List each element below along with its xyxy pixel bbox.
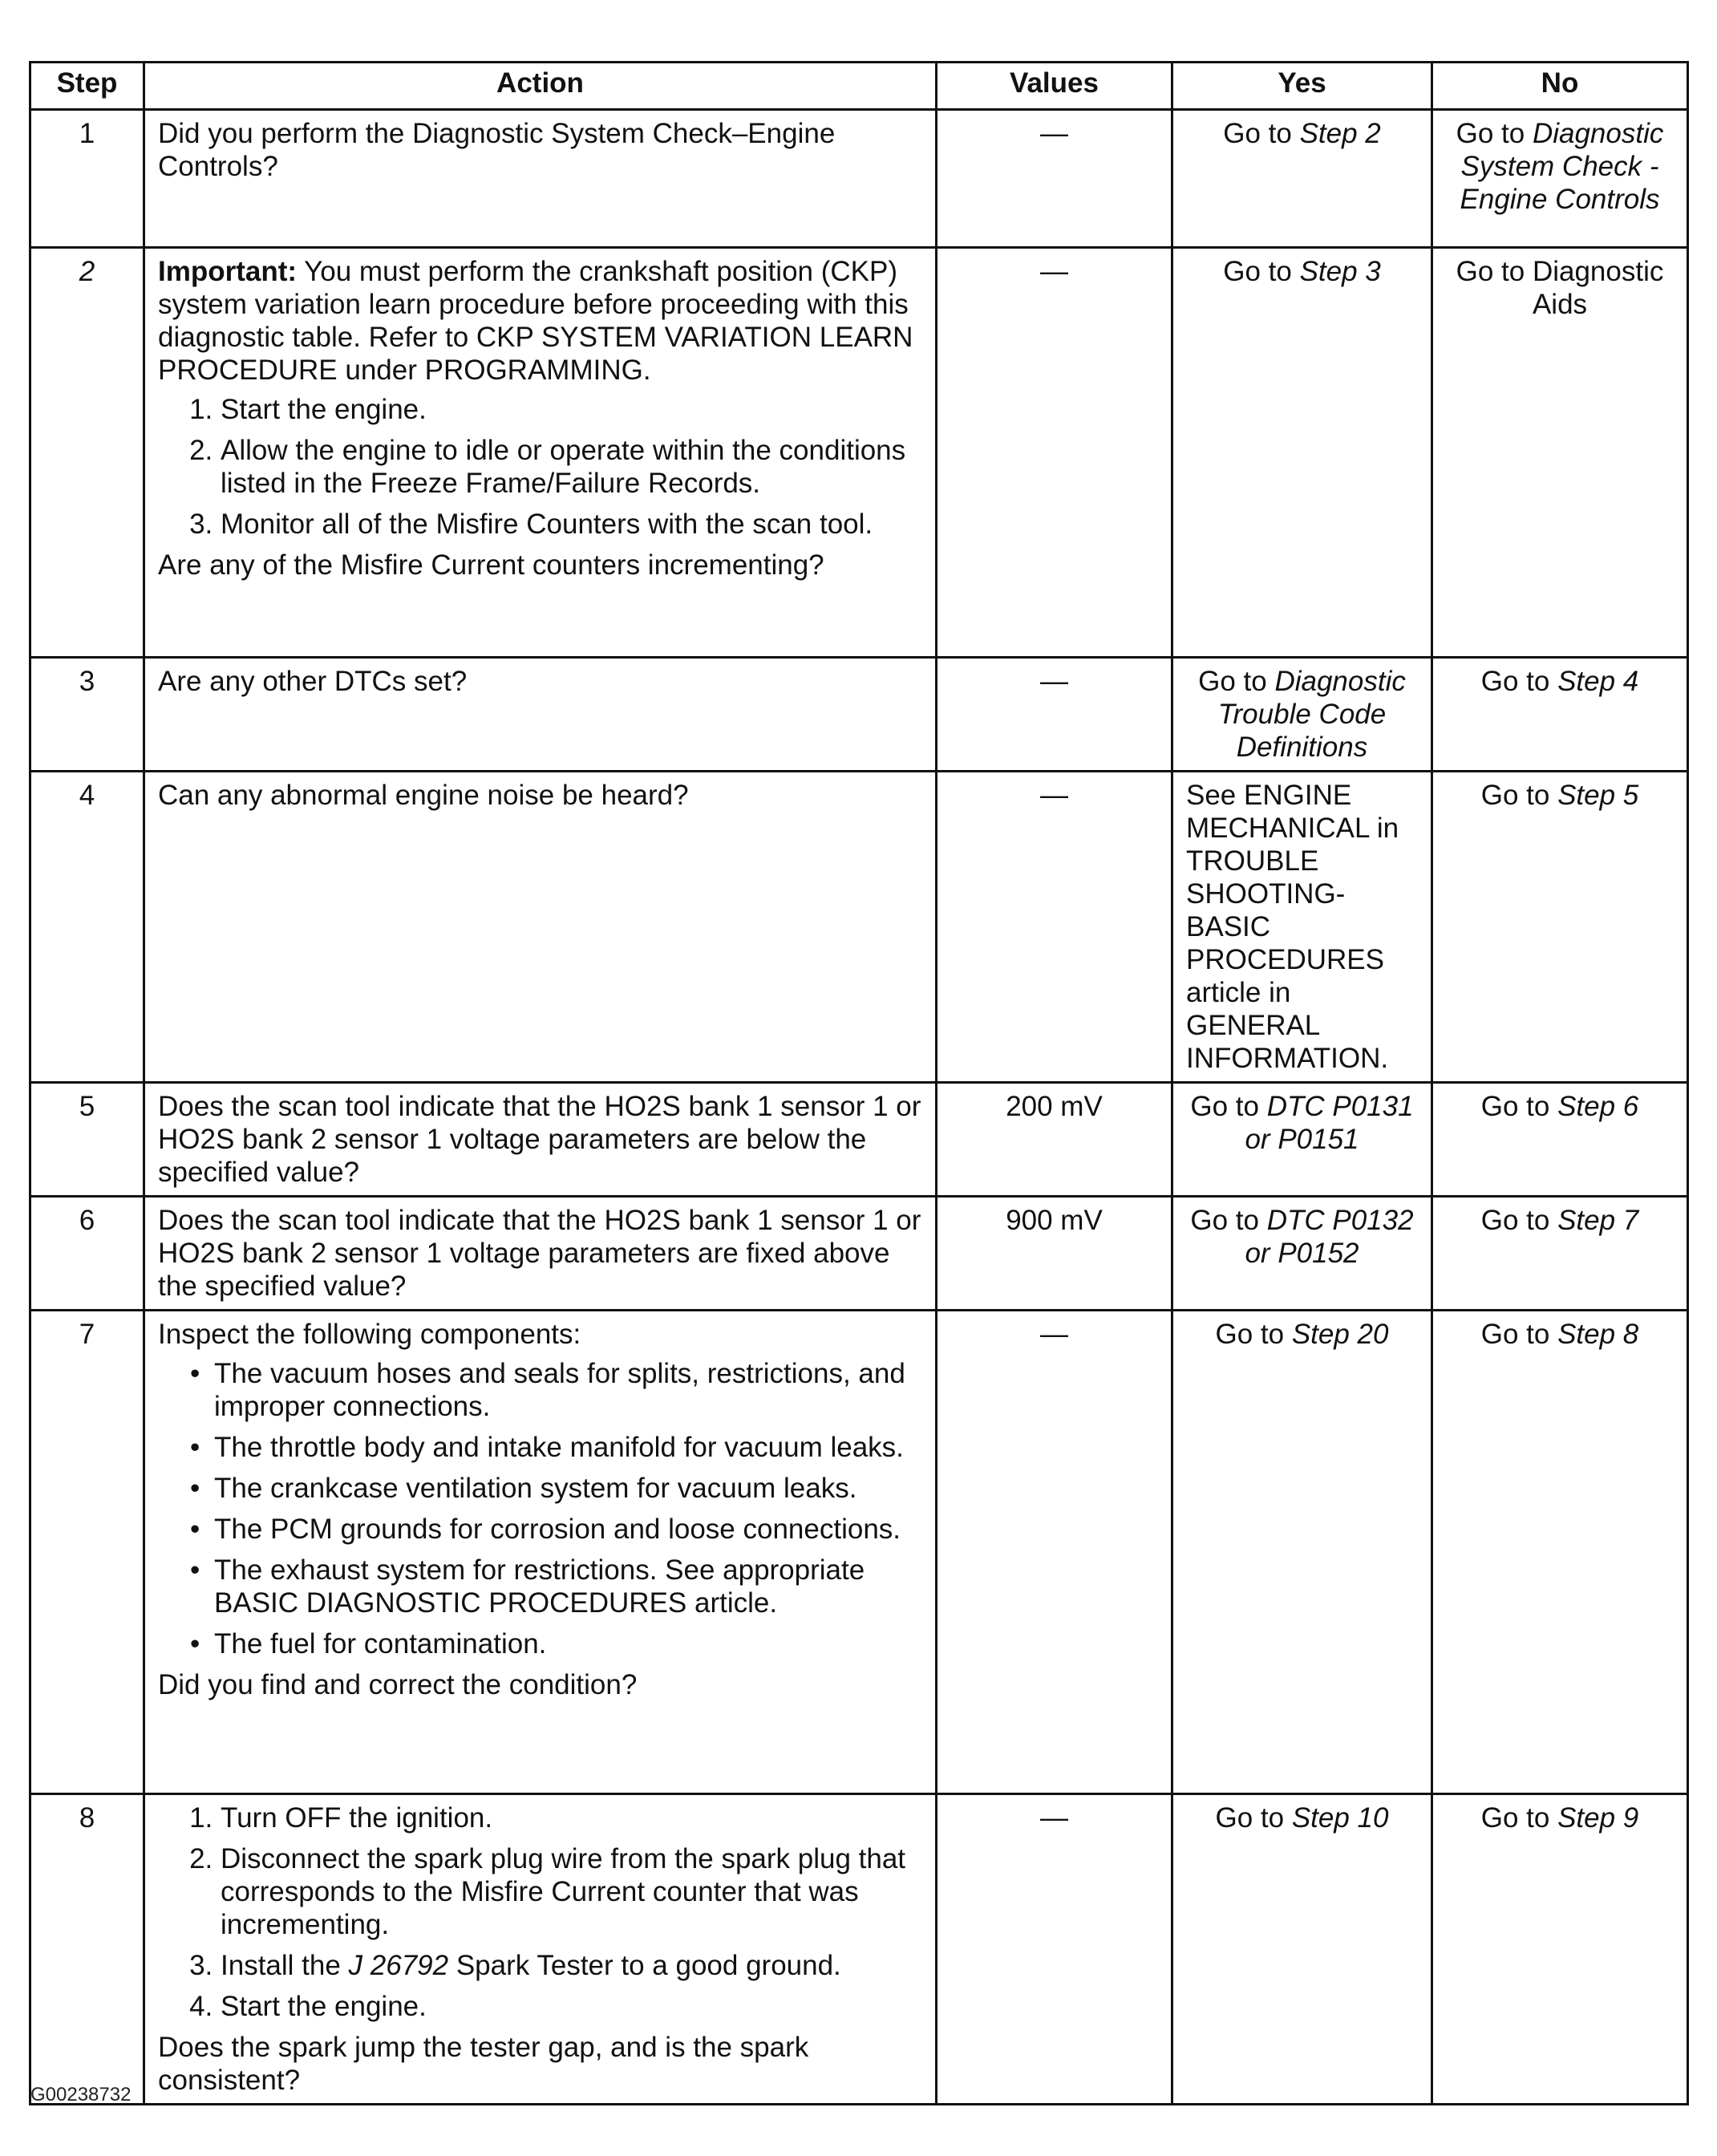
list-item: • The crankcase ventilation system for vacuum leaks. [190, 1472, 922, 1505]
values-cell: — [937, 1311, 1172, 1794]
action-cell [144, 772, 937, 1083]
list-item: 1. Start the engine. [221, 393, 922, 426]
yes-cell [1172, 110, 1432, 248]
yes-prefix: Go to [1223, 118, 1300, 149]
table-row-step-3 [30, 658, 1688, 772]
yes-cell [1172, 1311, 1432, 1794]
yes-target: DTC P0131 or P0151 [1245, 1091, 1414, 1155]
list-item: 1. Turn OFF the ignition. [221, 1801, 922, 1834]
action-text: Does the scan tool indicate that the HO2S bank 1 sensor 1 or HO2S bank 2 sensor 1 voltage parameters are fixed above the specified value? [158, 1205, 921, 1302]
header-action: Action [144, 63, 937, 110]
no-prefix: Go to [1480, 666, 1558, 697]
no-prefix: Go to [1480, 1091, 1558, 1122]
step-number: 2 [30, 248, 144, 658]
action-text: Does the scan tool indicate that the HO2S bank 1 sensor 1 or HO2S bank 2 sensor 1 voltage parameters are below the specified value? [158, 1091, 921, 1188]
yes-target: Step 10 [1291, 1802, 1389, 1834]
values-cell: — [937, 248, 1172, 658]
values-cell: 200 mV [937, 1083, 1172, 1197]
no-cell [1432, 110, 1688, 248]
list-item: 4. Start the engine. [221, 1990, 922, 2023]
step-number: 4 [30, 772, 144, 1083]
list-item: 2. Allow the engine to idle or operate within the conditions listed in the Freeze Frame/Failure Records. [221, 434, 922, 500]
list-item: • The throttle body and intake manifold for vacuum leaks. [190, 1431, 922, 1464]
no-prefix: Go to [1480, 1802, 1558, 1834]
table-row-step-1 [30, 110, 1688, 248]
no-cell: Go to Diagnostic Aids [1432, 248, 1688, 658]
values-cell: — [937, 658, 1172, 772]
no-target: Step 4 [1557, 666, 1639, 697]
list-item: • The fuel for contamination. [190, 1627, 922, 1660]
no-cell [1432, 1794, 1688, 2105]
list-item [221, 1949, 922, 1982]
no-target: Step 7 [1557, 1205, 1639, 1236]
yes-prefix: Go to [1215, 1319, 1292, 1350]
table-header-row [30, 63, 1688, 110]
no-target: Step 8 [1557, 1319, 1639, 1350]
list-item: • The PCM grounds for corrosion and loose connections. [190, 1513, 922, 1546]
yes-cell [1172, 658, 1432, 772]
values-cell: — [937, 772, 1172, 1083]
table-row-step-6 [30, 1197, 1688, 1311]
list-item: 2. Disconnect the spark plug wire from the spark plug that corresponds to the Misfire Current counter that was incrementing. [221, 1842, 922, 1941]
step-number: 5 [30, 1083, 144, 1197]
action-cell [144, 248, 937, 658]
yes-cell [1172, 248, 1432, 658]
yes-prefix: Go to [1190, 1091, 1267, 1122]
yes-target: Step 20 [1291, 1319, 1389, 1350]
table-row-step-8 [30, 1794, 1688, 2105]
step-number: 7 [30, 1311, 144, 1794]
inspection-list [158, 1357, 922, 1660]
no-prefix: Go to [1480, 1205, 1558, 1236]
no-target: Step 6 [1557, 1091, 1639, 1122]
values-cell: — [937, 1794, 1172, 2105]
diagnostic-document [29, 61, 1687, 2105]
yes-target: Step 2 [1299, 118, 1381, 149]
yes-prefix: Go to [1223, 256, 1300, 287]
table-row-step-7 [30, 1311, 1688, 1794]
table-row-step-2 [30, 248, 1688, 658]
yes-prefix: Go to [1198, 666, 1275, 697]
tool-number: J 26792 [348, 1950, 449, 1981]
action-cell [144, 1197, 937, 1311]
yes-prefix: Go to [1190, 1205, 1267, 1236]
yes-target: DTC P0132 or P0152 [1245, 1205, 1414, 1269]
table-row-step-4 [30, 772, 1688, 1083]
no-prefix: Go to [1480, 780, 1558, 811]
action-cell [144, 1794, 937, 2105]
yes-cell [1172, 1197, 1432, 1311]
no-prefix: Go to [1456, 118, 1533, 149]
no-cell [1432, 1311, 1688, 1794]
action-text: Did you perform the Diagnostic System Check–Engine Controls? [158, 118, 836, 182]
no-prefix: Go to [1480, 1319, 1558, 1350]
no-target: Diagnostic System Check - Engine Controls [1460, 118, 1664, 215]
action-cell [144, 658, 937, 772]
yes-target: Step 3 [1299, 256, 1381, 287]
yes-cell [1172, 1794, 1432, 2105]
action-text: Can any abnormal engine noise be heard? [158, 780, 689, 811]
step-number: 6 [30, 1197, 144, 1311]
action-cell [144, 1083, 937, 1197]
figure-id: G00238732 [30, 2084, 132, 2105]
intro-text: Inspect the following components: [158, 1319, 581, 1350]
no-target: Step 5 [1557, 780, 1639, 811]
header-yes: Yes [1172, 63, 1432, 110]
yes-prefix: Go to [1215, 1802, 1292, 1834]
list-item: • The vacuum hoses and seals for splits, restrictions, and improper connections. [190, 1357, 922, 1423]
procedure-list [158, 393, 922, 541]
important-label: Important: [158, 256, 298, 287]
no-cell [1432, 1083, 1688, 1197]
diagnostic-table [29, 61, 1689, 2105]
yes-cell [1172, 1083, 1432, 1197]
question-text: Are any of the Misfire Current counters incrementing? [158, 549, 824, 581]
step-number: 8 [30, 1794, 144, 2105]
action-cell [144, 1311, 937, 1794]
step-number: 3 [30, 658, 144, 772]
item-suffix: Spark Tester to a good ground. [448, 1950, 841, 1981]
question-text: Does the spark jump the tester gap, and is the spark consistent? [158, 2032, 809, 2096]
item-prefix: Install the [221, 1950, 349, 1981]
no-cell [1432, 658, 1688, 772]
question-text: Did you find and correct the condition? [158, 1669, 638, 1700]
header-values: Values [937, 63, 1172, 110]
step-number: 1 [30, 110, 144, 248]
values-cell: 900 mV [937, 1197, 1172, 1311]
list-item: • The exhaust system for restrictions. See appropriate BASIC DIAGNOSTIC PROCEDURES article. [190, 1554, 922, 1619]
yes-cell: See ENGINE MECHANICAL in TROUBLE SHOOTING- BASIC PROCEDURES article in GENERAL INFORMATION. [1172, 772, 1432, 1083]
list-item: 3. Monitor all of the Misfire Counters with the scan tool. [221, 508, 922, 541]
no-cell [1432, 1197, 1688, 1311]
yes-target: Diagnostic Trouble Code Definitions [1217, 666, 1406, 763]
no-cell [1432, 772, 1688, 1083]
action-cell [144, 110, 937, 248]
table-row-step-5 [30, 1083, 1688, 1197]
header-step: Step [30, 63, 144, 110]
procedure-list [158, 1801, 922, 2023]
no-target: Step 9 [1557, 1802, 1639, 1834]
action-text: Are any other DTCs set? [158, 666, 468, 697]
header-no: No [1432, 63, 1688, 110]
important-note [158, 255, 922, 387]
important-text: You must perform the crankshaft position (CKP) system variation learn procedure before proceeding with this diagnostic table. Refer to CKP SYSTEM VARIATION LEARN PROCEDURE under PROGRAMMING. [158, 256, 913, 386]
values-cell: — [937, 110, 1172, 248]
